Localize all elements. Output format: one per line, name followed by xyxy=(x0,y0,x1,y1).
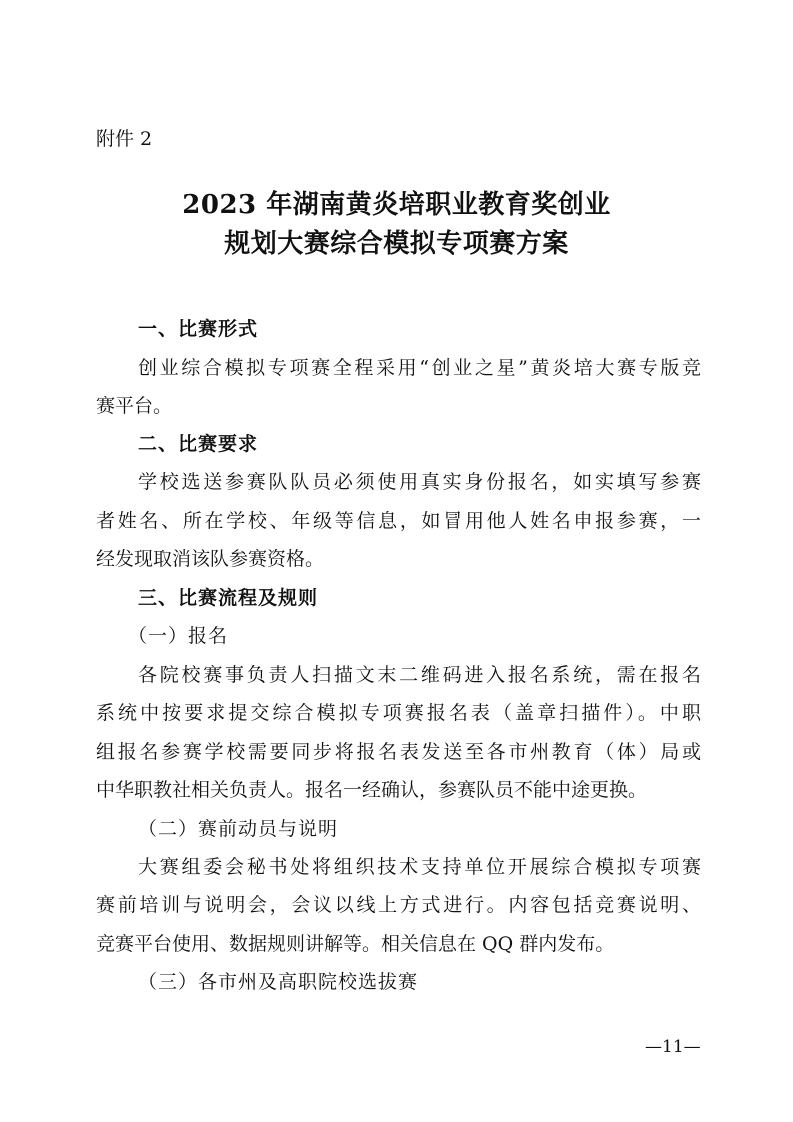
paragraph-line: 经发现取消该队参赛资格。 xyxy=(96,548,325,570)
paragraph-line: 大赛组委会秘书处将组织技术支持单位开展综合模拟专项赛 xyxy=(138,856,701,878)
document-title-line-1: 2023 年湖南黄炎培职业教育奖创业 xyxy=(182,190,611,220)
paragraph-line: 赛前培训与说明会，会议以线上方式进行。内容包括竞赛说明、 xyxy=(96,894,701,916)
subsection-heading-selection-rounds: （三）各市州及高职院校选拔赛 xyxy=(138,971,419,993)
paragraph-line: 系统中按要求提交综合模拟专项赛报名表（盖章扫描件）。中职 xyxy=(96,702,701,724)
attachment-label: 附件 2 xyxy=(96,128,153,150)
subsection-heading-pre-competition-briefing: （二）赛前动员与说明 xyxy=(138,818,339,840)
paragraph-line: 赛平台。 xyxy=(96,395,173,417)
paragraph-line: 者姓名、所在学校、年级等信息，如冒用他人姓名申报参赛，一 xyxy=(96,510,701,532)
document-title-line-2: 规划大赛综合模拟专项赛方案 xyxy=(224,229,569,259)
page-number: —11— xyxy=(645,1037,701,1057)
paragraph-line: 竞赛平台使用、数据规则讲解等。相关信息在 QQ 群内发布。 xyxy=(96,933,615,955)
section-heading-competition-requirements: 二、比赛要求 xyxy=(138,433,259,455)
paragraph-line: 各院校赛事负责人扫描文末二维码进入报名系统，需在报名 xyxy=(138,664,701,686)
section-heading-process-and-rules: 三、比赛流程及规则 xyxy=(138,587,319,609)
paragraph-line: 组报名参赛学校需要同步将报名表发送至各市州教育（体）局或 xyxy=(96,741,701,763)
subsection-heading-registration: （一）报名 xyxy=(128,625,229,647)
paragraph-line: 学校选送参赛队队员必须使用真实身份报名，如实填写参赛 xyxy=(138,471,701,493)
section-heading-competition-format: 一、比赛形式 xyxy=(138,318,259,340)
paragraph-line: 中华职教社相关负责人。报名一经确认，参赛队员不能中途更换。 xyxy=(96,779,648,801)
paragraph-line: 创业综合模拟专项赛全程采用“创业之星”黄炎培大赛专版竞 xyxy=(138,357,701,379)
